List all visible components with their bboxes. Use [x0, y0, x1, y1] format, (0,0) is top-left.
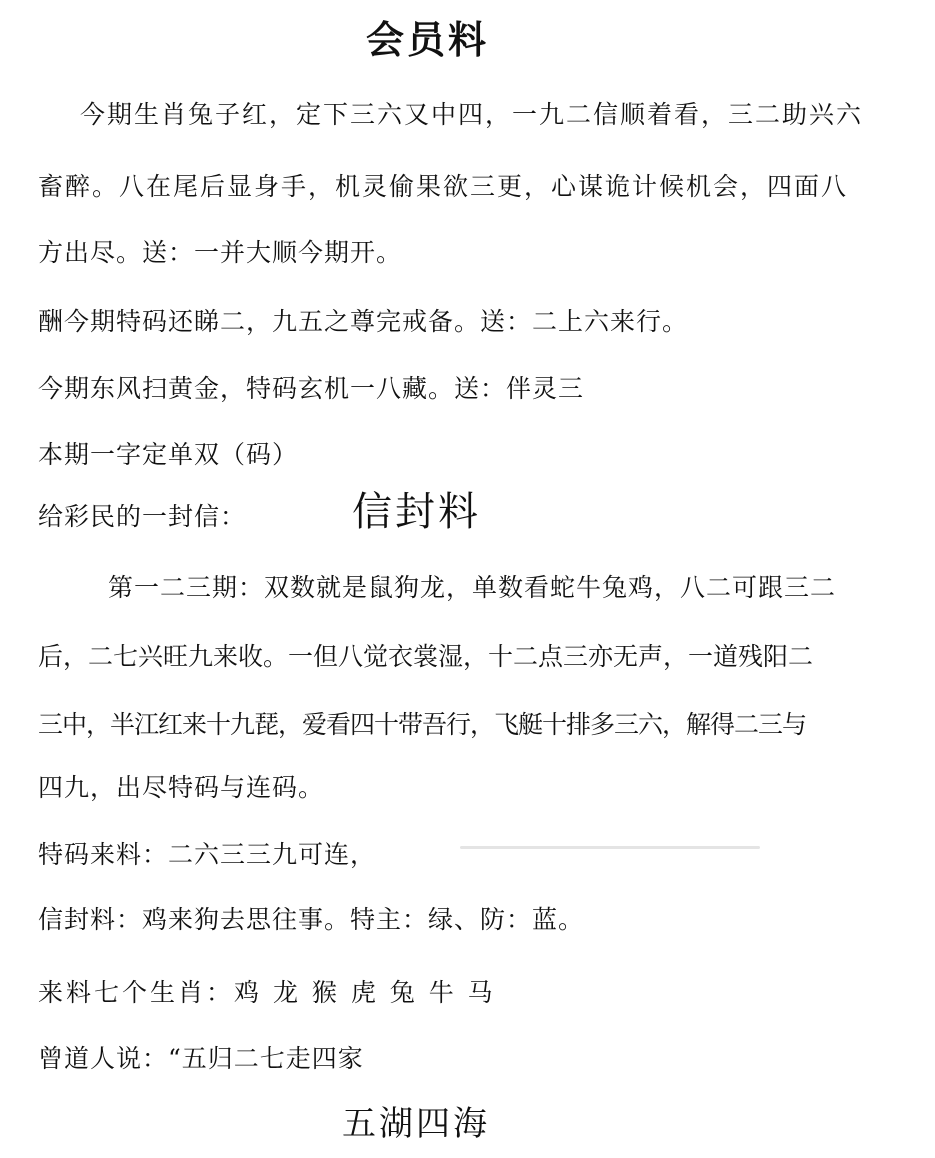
member-line-3: 方出尽。送：一并大顺今期开。: [38, 238, 403, 267]
letter-line-1: 第一二三期：双数就是鼠狗龙，单数看蛇牛兔鸡，八二可跟三二: [108, 573, 837, 602]
quote-line: 曾道人说：“五归二七走四家: [38, 1044, 364, 1073]
scan-smudge: [460, 846, 760, 849]
member-line-4: 酬今期特码还睇二，九五之尊完戒备。送：二上六来行。: [38, 307, 689, 336]
member-line-6: 本期一字定单双（码）: [38, 440, 299, 469]
letter-title: 信封料: [352, 489, 481, 535]
member-line-5: 今期东风扫黄金，特码玄机一八藏。送：伴灵三: [38, 374, 585, 403]
envelope-line: 信封料：鸡来狗去思往事。特主：绿、防：蓝。: [38, 905, 585, 934]
member-line-2: 畜醉。八在尾后显身手，机灵偷果欲三更，心谋诡计候机会，四面八: [38, 172, 849, 201]
letter-line-3: 三中，半江红来十九琵，爱看四十带吾行，飞艇十排多三六，解得二三与: [38, 710, 807, 739]
member-line-1: 今期生肖兔子红，定下三六又中四，一九二信顺着看，三二助兴六: [80, 100, 864, 129]
member-title: 会员料: [366, 17, 490, 62]
letter-line-2: 后，二七兴旺九来收。一但八觉衣裳湿，十二点三亦无声，一道残阳二: [38, 642, 814, 671]
special-code-line: 特码来料：二六三三九可连，: [38, 840, 377, 869]
zodiac-line: 来料七个生肖：鸡 龙 猴 虎 兔 牛 马: [38, 978, 496, 1007]
footer-title: 五湖四海: [342, 1104, 490, 1144]
letter-heading: 给彩民的一封信：: [38, 502, 247, 531]
letter-line-4: 四九，出尽特码与连码。: [38, 773, 325, 802]
